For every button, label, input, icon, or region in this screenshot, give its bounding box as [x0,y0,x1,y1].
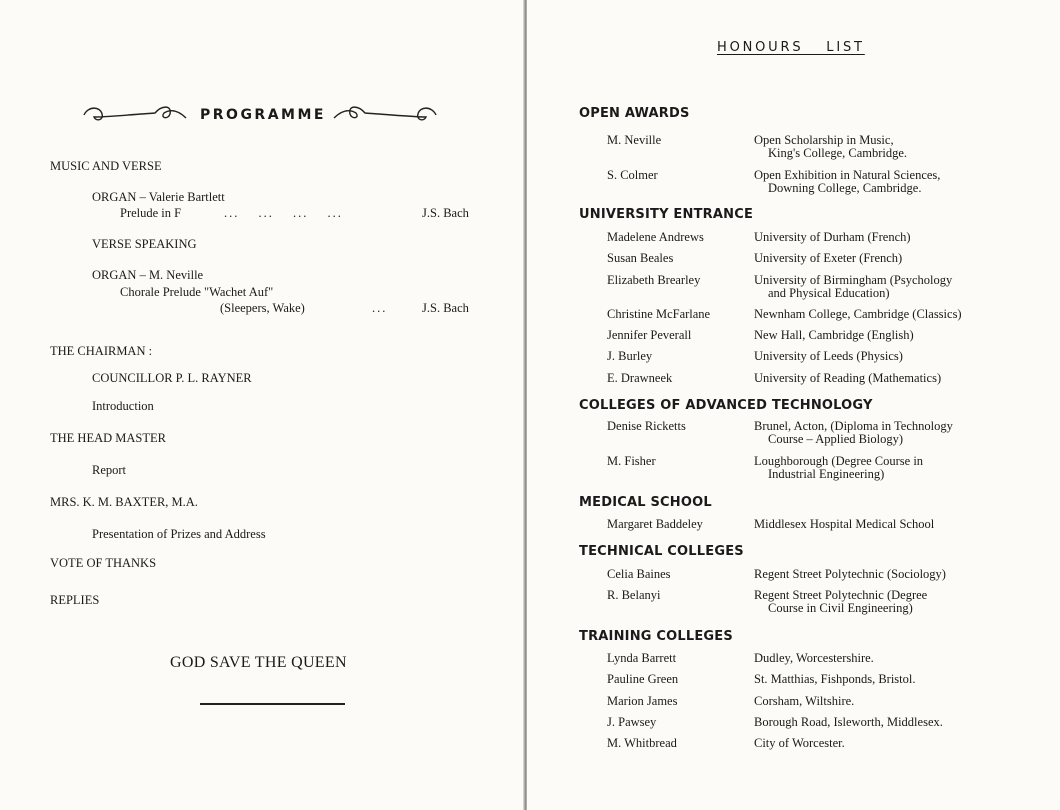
introduction: Introduction [92,399,154,413]
medical-school-heading: MEDICAL SCHOOL [579,495,712,510]
honour-detail [754,673,915,686]
head-master-heading: THE HEAD MASTER [50,431,166,445]
honour-detail [754,372,941,385]
honour-detail [754,737,845,750]
honour-detail [754,350,903,363]
honour-detail-line: King's College, Cambridge. [768,146,908,160]
honour-detail-line: University of Durham (French) [754,230,911,244]
university-entrance-heading: UNIVERSITY ENTRANCE [579,207,754,222]
honour-recipient-name: Pauline Green [607,672,679,686]
organ-valerie-bartlett: ORGAN – Valerie Bartlett [92,190,225,204]
organ-m-neville: ORGAN – M. Neville [92,268,204,282]
honour-recipient-name: Susan Beales [607,251,674,265]
honour-detail-line: City of Worcester. [754,736,845,750]
honour-detail [754,518,934,531]
honour-detail-line: Newnham College, Cambridge (Classics) [754,307,962,321]
music-and-verse-heading: MUSIC AND VERSE [50,159,162,173]
honour-detail [754,589,927,615]
honour-detail-line: University of Birmingham (Psychology [754,273,953,287]
honour-detail [754,231,911,244]
honour-detail-line: St. Matthias, Fishponds, Bristol. [754,672,916,686]
honours-page [527,0,1060,810]
honour-detail-line: Course in Civil Engineering) [768,601,913,615]
councillor-rayner: COUNCILLOR P. L. RAYNER [92,371,252,385]
honour-recipient-name: S. Colmer [607,168,658,182]
honour-detail-line: New Hall, Cambridge (English) [754,328,914,342]
honour-detail-line: Borough Road, Isleworth, Middlesex. [754,715,943,729]
honour-recipient-name: J. Burley [607,349,653,363]
honour-detail-line: Open Scholarship in Music, [754,133,894,147]
honour-detail-line: Regent Street Polytechnic (Sociology) [754,567,946,581]
sleepers-wake: (Sleepers, Wake) [220,301,305,315]
verse-speaking: VERSE SPEAKING [92,237,197,251]
honour-detail-line: Course – Applied Biology) [768,432,904,446]
honour-detail [754,420,953,446]
honour-recipient-name: J. Pawsey [607,715,657,729]
honour-detail [754,455,923,481]
dot-leaders: ... ... ... ... [224,206,343,220]
honour-recipient-name: Marion James [607,694,678,708]
honour-detail [754,568,946,581]
colleges-of-advanced-technology-heading: COLLEGES OF ADVANCED TECHNOLOGY [579,398,873,413]
god-save-the-queen: GOD SAVE THE QUEEN [170,654,347,671]
honour-detail [754,652,874,665]
honour-recipient-name: M. Neville [607,133,662,147]
honour-recipient-name: Christine McFarlane [607,307,711,321]
vote-of-thanks: VOTE OF THANKS [50,556,157,570]
honour-recipient-name: Denise Ricketts [607,419,686,433]
honour-detail [754,169,940,195]
honour-detail-line: Brunel, Acton, (Diploma in Technology [754,419,953,433]
honour-detail [754,716,943,729]
chorale-prelude: Chorale Prelude "Wachet Auf" [120,285,274,299]
chairman-heading: THE CHAIRMAN : [50,344,153,358]
honour-detail [754,134,907,160]
honour-detail-line: Industrial Engineering) [768,467,885,481]
honour-detail [754,695,854,708]
programme-title: PROGRAMME [200,107,326,123]
honour-recipient-name: Jennifer Peverall [607,328,692,342]
honour-detail-line: Dudley, Worcestershire. [754,651,874,665]
honour-detail-line: University of Leeds (Physics) [754,349,903,363]
report: Report [92,463,127,477]
open-awards-heading: OPEN AWARDS [579,106,690,121]
honour-detail-line: Downing College, Cambridge. [768,181,922,195]
left-flourish-ornament [80,100,190,130]
honour-recipient-name: Madelene Andrews [607,230,704,244]
right-flourish-ornament [330,100,440,130]
honour-detail-line: and Physical Education) [768,286,890,300]
honour-detail-line: Corsham, Wiltshire. [754,694,855,708]
closing-rule [200,703,345,705]
replies: REPLIES [50,593,100,607]
honour-detail [754,252,902,265]
presentation-of-prizes: Presentation of Prizes and Address [92,527,266,541]
honour-detail-line: University of Exeter (French) [754,251,903,265]
honour-recipient-name: E. Drawneek [607,371,673,385]
honour-detail [754,308,962,321]
dot-leaders: ... [372,301,388,315]
honour-detail-line: Loughborough (Degree Course in [754,454,924,468]
technical-colleges-heading: TECHNICAL COLLEGES [579,544,744,559]
composer-bach: J.S. Bach [422,206,469,220]
prelude-in-f: Prelude in F [120,206,182,220]
honour-recipient-name: M. Fisher [607,454,656,468]
honour-recipient-name: Margaret Baddeley [607,517,703,531]
honour-detail-line: Middlesex Hospital Medical School [754,517,935,531]
honour-recipient-name: Elizabeth Brearley [607,273,701,287]
honour-detail-line: Open Exhibition in Natural Sciences, [754,168,941,182]
honour-recipient-name: Lynda Barrett [607,651,677,665]
composer-bach: J.S. Bach [422,301,469,315]
honour-detail-line: Regent Street Polytechnic (Degree [754,588,928,602]
honour-recipient-name: Celia Baines [607,567,671,581]
honour-recipient-name: R. Belanyi [607,588,661,602]
programme-page [0,0,524,810]
honours-list-title: HONOURS LIST [717,40,865,55]
baxter-heading: MRS. K. M. BAXTER, M.A. [50,495,198,509]
honour-detail [754,274,952,300]
honour-recipient-name: M. Whitbread [607,736,677,750]
training-colleges-heading: TRAINING COLLEGES [579,629,733,644]
honour-detail [754,329,914,342]
honour-detail-line: University of Reading (Mathematics) [754,371,942,385]
